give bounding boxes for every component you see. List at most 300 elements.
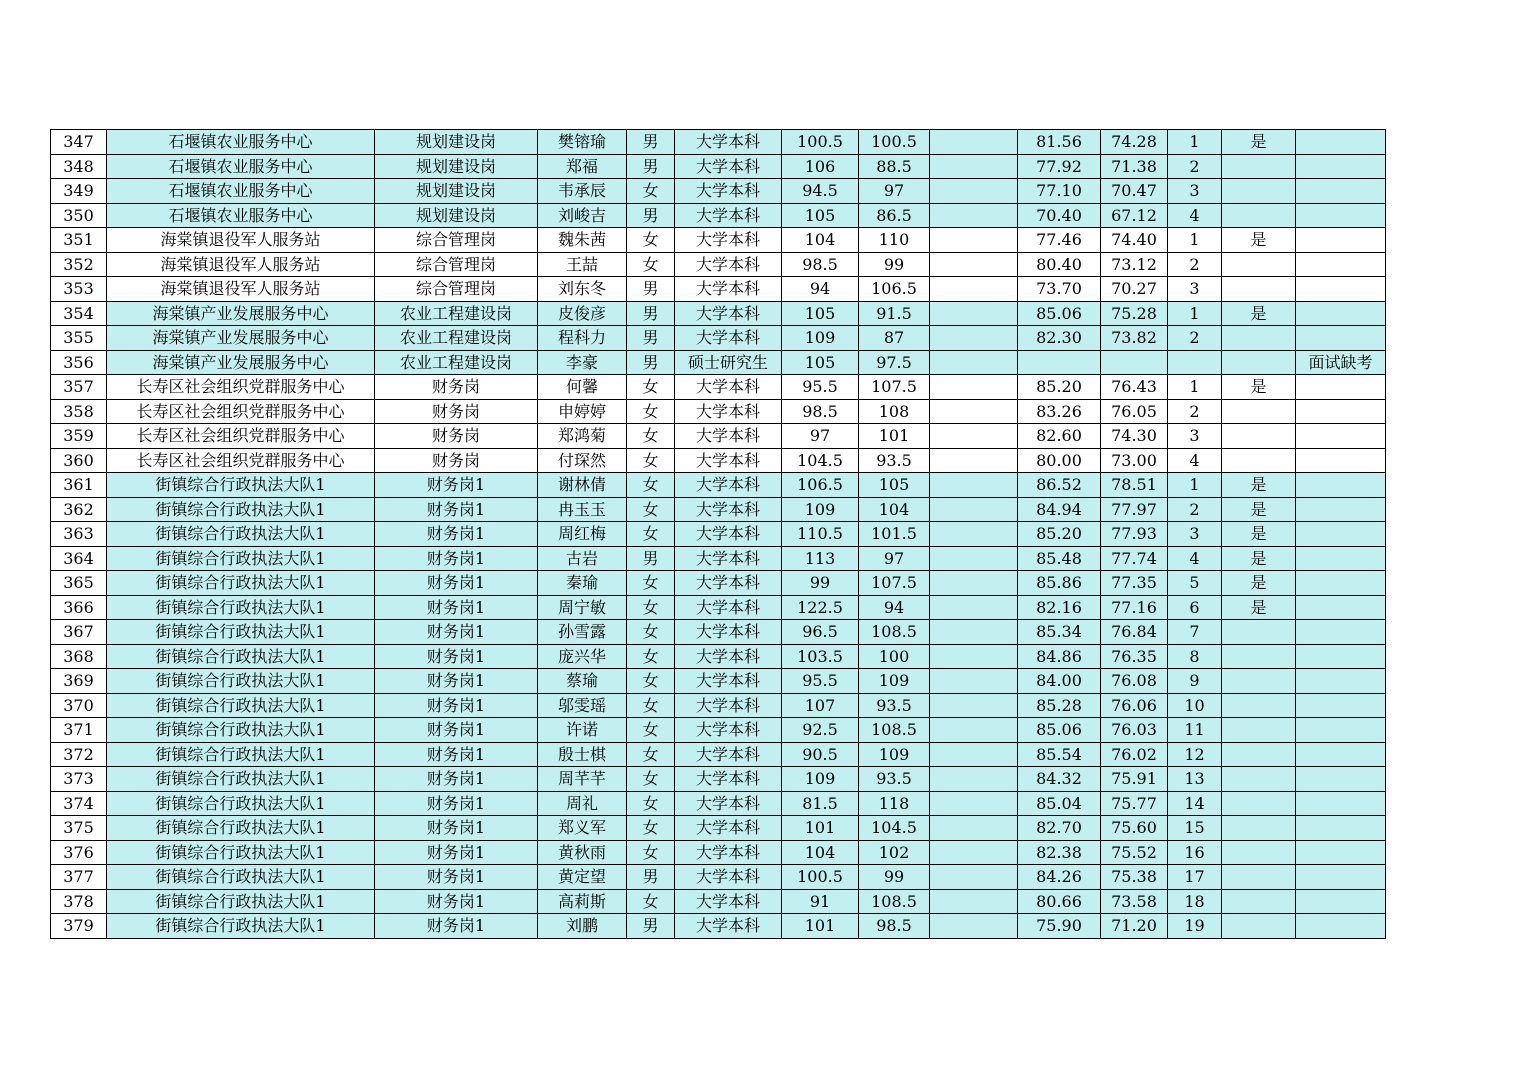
gender-cell: 男 (627, 914, 675, 939)
rank-cell: 19 (1168, 914, 1222, 939)
row-number-cell: 354 (51, 301, 107, 326)
extra-score-cell (930, 865, 1018, 890)
pass-cell (1222, 816, 1296, 841)
row-number-cell: 365 (51, 571, 107, 596)
education-cell: 大学本科 (675, 179, 782, 204)
pass-cell (1222, 693, 1296, 718)
gender-cell: 女 (627, 473, 675, 498)
note-cell (1296, 914, 1386, 939)
gender-cell: 男 (627, 301, 675, 326)
interview-score-cell: 77.46 (1018, 228, 1101, 253)
post-cell: 农业工程建设岗 (375, 350, 538, 375)
gender-cell: 女 (627, 889, 675, 914)
interview-score-cell: 85.04 (1018, 791, 1101, 816)
unit-cell: 街镇综合行政执法大队1 (107, 669, 375, 694)
unit-cell: 海棠镇退役军人服务站 (107, 252, 375, 277)
pass-cell (1222, 865, 1296, 890)
name-cell: 周礼 (538, 791, 627, 816)
education-cell: 大学本科 (675, 644, 782, 669)
name-cell: 黄定望 (538, 865, 627, 890)
rank-cell: 2 (1168, 326, 1222, 351)
written-score-2-cell: 99 (859, 865, 930, 890)
note-cell (1296, 179, 1386, 204)
extra-score-cell (930, 350, 1018, 375)
post-cell: 财务岗1 (375, 693, 538, 718)
written-score-2-cell: 106.5 (859, 277, 930, 302)
written-score-1-cell: 107 (782, 693, 859, 718)
post-cell: 农业工程建设岗 (375, 326, 538, 351)
row-number-cell: 356 (51, 350, 107, 375)
unit-cell: 街镇综合行政执法大队1 (107, 473, 375, 498)
row-number-cell: 376 (51, 840, 107, 865)
post-cell: 财务岗1 (375, 644, 538, 669)
row-number-cell: 355 (51, 326, 107, 351)
rank-cell: 3 (1168, 522, 1222, 547)
education-cell: 大学本科 (675, 791, 782, 816)
written-score-1-cell: 109 (782, 497, 859, 522)
extra-score-cell (930, 791, 1018, 816)
row-number-cell: 369 (51, 669, 107, 694)
interview-score-cell: 81.56 (1018, 130, 1101, 155)
education-cell: 大学本科 (675, 669, 782, 694)
written-score-2-cell: 93.5 (859, 693, 930, 718)
post-cell: 规划建设岗 (375, 179, 538, 204)
rank-cell: 5 (1168, 571, 1222, 596)
row-number-cell: 352 (51, 252, 107, 277)
pass-cell (1222, 154, 1296, 179)
interview-score-cell: 83.26 (1018, 399, 1101, 424)
total-score-cell: 76.03 (1101, 718, 1168, 743)
extra-score-cell (930, 595, 1018, 620)
unit-cell: 街镇综合行政执法大队1 (107, 889, 375, 914)
post-cell: 综合管理岗 (375, 277, 538, 302)
name-cell: 郑义军 (538, 816, 627, 841)
interview-score-cell: 82.70 (1018, 816, 1101, 841)
pass-cell: 是 (1222, 375, 1296, 400)
education-cell: 大学本科 (675, 424, 782, 449)
pass-cell: 是 (1222, 473, 1296, 498)
interview-score-cell: 77.10 (1018, 179, 1101, 204)
interview-score-cell: 85.20 (1018, 522, 1101, 547)
unit-cell: 街镇综合行政执法大队1 (107, 791, 375, 816)
gender-cell: 女 (627, 718, 675, 743)
note-cell (1296, 840, 1386, 865)
written-score-1-cell: 113 (782, 546, 859, 571)
gender-cell: 女 (627, 375, 675, 400)
gender-cell: 女 (627, 816, 675, 841)
rank-cell: 4 (1168, 203, 1222, 228)
rank-cell: 13 (1168, 767, 1222, 792)
post-cell: 财务岗 (375, 375, 538, 400)
written-score-2-cell: 100.5 (859, 130, 930, 155)
post-cell: 财务岗1 (375, 742, 538, 767)
interview-score-cell: 80.00 (1018, 448, 1101, 473)
extra-score-cell (930, 228, 1018, 253)
name-cell: 李豪 (538, 350, 627, 375)
education-cell: 硕士研究生 (675, 350, 782, 375)
interview-score-cell: 84.00 (1018, 669, 1101, 694)
total-score-cell: 74.40 (1101, 228, 1168, 253)
row-number-cell: 367 (51, 620, 107, 645)
education-cell: 大学本科 (675, 448, 782, 473)
interview-score-cell: 85.48 (1018, 546, 1101, 571)
note-cell (1296, 644, 1386, 669)
name-cell: 刘鹏 (538, 914, 627, 939)
note-cell (1296, 448, 1386, 473)
name-cell: 刘东冬 (538, 277, 627, 302)
pass-cell: 是 (1222, 522, 1296, 547)
written-score-1-cell: 122.5 (782, 595, 859, 620)
gender-cell: 男 (627, 546, 675, 571)
written-score-2-cell: 104.5 (859, 816, 930, 841)
table-row (51, 326, 1386, 351)
extra-score-cell (930, 693, 1018, 718)
written-score-2-cell: 86.5 (859, 203, 930, 228)
note-cell (1296, 497, 1386, 522)
education-cell: 大学本科 (675, 595, 782, 620)
table-row (51, 718, 1386, 743)
total-score-cell: 71.20 (1101, 914, 1168, 939)
note-cell (1296, 816, 1386, 841)
written-score-1-cell: 104 (782, 840, 859, 865)
gender-cell: 女 (627, 840, 675, 865)
rank-cell: 15 (1168, 816, 1222, 841)
note-cell (1296, 473, 1386, 498)
extra-score-cell (930, 889, 1018, 914)
total-score-cell: 73.82 (1101, 326, 1168, 351)
unit-cell: 海棠镇产业发展服务中心 (107, 350, 375, 375)
name-cell: 秦瑜 (538, 571, 627, 596)
interview-score-cell: 75.90 (1018, 914, 1101, 939)
table-row (51, 669, 1386, 694)
rank-cell: 4 (1168, 448, 1222, 473)
row-number-cell: 348 (51, 154, 107, 179)
written-score-1-cell: 100.5 (782, 130, 859, 155)
written-score-1-cell: 105 (782, 203, 859, 228)
interview-score-cell: 85.28 (1018, 693, 1101, 718)
education-cell: 大学本科 (675, 865, 782, 890)
note-cell (1296, 889, 1386, 914)
unit-cell: 街镇综合行政执法大队1 (107, 914, 375, 939)
note-cell: 面试缺考 (1296, 350, 1386, 375)
interview-score-cell: 85.34 (1018, 620, 1101, 645)
written-score-2-cell: 98.5 (859, 914, 930, 939)
row-number-cell: 368 (51, 644, 107, 669)
written-score-1-cell: 110.5 (782, 522, 859, 547)
name-cell: 程科力 (538, 326, 627, 351)
note-cell (1296, 791, 1386, 816)
total-score-cell (1101, 350, 1168, 375)
written-score-2-cell: 109 (859, 669, 930, 694)
unit-cell: 石堰镇农业服务中心 (107, 203, 375, 228)
gender-cell: 女 (627, 399, 675, 424)
written-score-1-cell: 97 (782, 424, 859, 449)
rank-cell: 11 (1168, 718, 1222, 743)
written-score-1-cell: 98.5 (782, 399, 859, 424)
name-cell: 蔡瑜 (538, 669, 627, 694)
unit-cell: 海棠镇退役军人服务站 (107, 277, 375, 302)
results-table (50, 129, 1386, 939)
pass-cell (1222, 767, 1296, 792)
total-score-cell: 76.08 (1101, 669, 1168, 694)
unit-cell: 街镇综合行政执法大队1 (107, 546, 375, 571)
name-cell: 付琛然 (538, 448, 627, 473)
unit-cell: 街镇综合行政执法大队1 (107, 865, 375, 890)
unit-cell: 街镇综合行政执法大队1 (107, 718, 375, 743)
written-score-2-cell: 87 (859, 326, 930, 351)
note-cell (1296, 154, 1386, 179)
total-score-cell: 76.02 (1101, 742, 1168, 767)
table-row (51, 767, 1386, 792)
total-score-cell: 74.30 (1101, 424, 1168, 449)
total-score-cell: 78.51 (1101, 473, 1168, 498)
name-cell: 高莉斯 (538, 889, 627, 914)
unit-cell: 海棠镇产业发展服务中心 (107, 301, 375, 326)
table-row (51, 228, 1386, 253)
interview-score-cell: 73.70 (1018, 277, 1101, 302)
gender-cell: 女 (627, 669, 675, 694)
gender-cell: 女 (627, 571, 675, 596)
pass-cell (1222, 277, 1296, 302)
gender-cell: 男 (627, 154, 675, 179)
gender-cell: 女 (627, 767, 675, 792)
post-cell: 财务岗1 (375, 620, 538, 645)
post-cell: 规划建设岗 (375, 154, 538, 179)
education-cell: 大学本科 (675, 497, 782, 522)
written-score-1-cell: 101 (782, 816, 859, 841)
written-score-2-cell: 97 (859, 179, 930, 204)
interview-score-cell: 82.16 (1018, 595, 1101, 620)
written-score-2-cell: 93.5 (859, 448, 930, 473)
written-score-2-cell: 99 (859, 252, 930, 277)
post-cell: 财务岗1 (375, 546, 538, 571)
rank-cell: 4 (1168, 546, 1222, 571)
name-cell: 周芊芊 (538, 767, 627, 792)
pass-cell (1222, 620, 1296, 645)
total-score-cell: 70.47 (1101, 179, 1168, 204)
table-row (51, 179, 1386, 204)
total-score-cell: 77.74 (1101, 546, 1168, 571)
extra-score-cell (930, 571, 1018, 596)
post-cell: 财务岗1 (375, 767, 538, 792)
row-number-cell: 360 (51, 448, 107, 473)
rank-cell: 3 (1168, 179, 1222, 204)
table-row (51, 473, 1386, 498)
written-score-1-cell: 101 (782, 914, 859, 939)
written-score-1-cell: 104 (782, 228, 859, 253)
pass-cell: 是 (1222, 497, 1296, 522)
extra-score-cell (930, 914, 1018, 939)
written-score-1-cell: 81.5 (782, 791, 859, 816)
name-cell: 古岩 (538, 546, 627, 571)
unit-cell: 长寿区社会组织党群服务中心 (107, 399, 375, 424)
written-score-2-cell: 104 (859, 497, 930, 522)
extra-score-cell (930, 154, 1018, 179)
interview-score-cell: 85.86 (1018, 571, 1101, 596)
post-cell: 综合管理岗 (375, 252, 538, 277)
table-row (51, 399, 1386, 424)
rank-cell: 10 (1168, 693, 1222, 718)
written-score-1-cell: 100.5 (782, 865, 859, 890)
gender-cell: 女 (627, 620, 675, 645)
extra-score-cell (930, 277, 1018, 302)
rank-cell: 1 (1168, 130, 1222, 155)
written-score-1-cell: 94.5 (782, 179, 859, 204)
note-cell (1296, 203, 1386, 228)
extra-score-cell (930, 522, 1018, 547)
note-cell (1296, 669, 1386, 694)
total-score-cell: 75.77 (1101, 791, 1168, 816)
unit-cell: 街镇综合行政执法大队1 (107, 693, 375, 718)
interview-score-cell: 86.52 (1018, 473, 1101, 498)
education-cell: 大学本科 (675, 620, 782, 645)
interview-score-cell: 84.32 (1018, 767, 1101, 792)
total-score-cell: 77.16 (1101, 595, 1168, 620)
row-number-cell: 357 (51, 375, 107, 400)
table-row (51, 448, 1386, 473)
post-cell: 财务岗1 (375, 473, 538, 498)
rank-cell: 12 (1168, 742, 1222, 767)
extra-score-cell (930, 448, 1018, 473)
total-score-cell: 73.00 (1101, 448, 1168, 473)
gender-cell: 女 (627, 228, 675, 253)
extra-score-cell (930, 718, 1018, 743)
name-cell: 王喆 (538, 252, 627, 277)
interview-score-cell: 77.92 (1018, 154, 1101, 179)
row-number-cell: 364 (51, 546, 107, 571)
row-number-cell: 370 (51, 693, 107, 718)
interview-score-cell: 80.40 (1018, 252, 1101, 277)
note-cell (1296, 571, 1386, 596)
name-cell: 谢林倩 (538, 473, 627, 498)
written-score-2-cell: 110 (859, 228, 930, 253)
name-cell: 樊镕瑜 (538, 130, 627, 155)
unit-cell: 海棠镇退役军人服务站 (107, 228, 375, 253)
name-cell: 许诺 (538, 718, 627, 743)
extra-score-cell (930, 203, 1018, 228)
rank-cell: 7 (1168, 620, 1222, 645)
extra-score-cell (930, 497, 1018, 522)
pass-cell (1222, 448, 1296, 473)
name-cell: 韦承辰 (538, 179, 627, 204)
interview-score-cell: 84.86 (1018, 644, 1101, 669)
education-cell: 大学本科 (675, 718, 782, 743)
table-row (51, 424, 1386, 449)
pass-cell (1222, 203, 1296, 228)
extra-score-cell (930, 644, 1018, 669)
total-score-cell: 77.35 (1101, 571, 1168, 596)
name-cell: 周红梅 (538, 522, 627, 547)
pass-cell (1222, 424, 1296, 449)
rank-cell: 1 (1168, 301, 1222, 326)
extra-score-cell (930, 301, 1018, 326)
education-cell: 大学本科 (675, 571, 782, 596)
table-row (51, 546, 1386, 571)
post-cell: 财务岗1 (375, 571, 538, 596)
rank-cell: 2 (1168, 252, 1222, 277)
rank-cell: 1 (1168, 228, 1222, 253)
note-cell (1296, 252, 1386, 277)
table-row (51, 130, 1386, 155)
written-score-1-cell: 94 (782, 277, 859, 302)
pass-cell (1222, 840, 1296, 865)
post-cell: 财务岗 (375, 448, 538, 473)
unit-cell: 长寿区社会组织党群服务中心 (107, 424, 375, 449)
row-number-cell: 361 (51, 473, 107, 498)
row-number-cell: 358 (51, 399, 107, 424)
education-cell: 大学本科 (675, 203, 782, 228)
rank-cell: 17 (1168, 865, 1222, 890)
table-row (51, 154, 1386, 179)
total-score-cell: 76.05 (1101, 399, 1168, 424)
written-score-2-cell: 102 (859, 840, 930, 865)
table-row (51, 644, 1386, 669)
note-cell (1296, 522, 1386, 547)
gender-cell: 女 (627, 595, 675, 620)
pass-cell: 是 (1222, 546, 1296, 571)
name-cell: 郑福 (538, 154, 627, 179)
pass-cell: 是 (1222, 571, 1296, 596)
row-number-cell: 350 (51, 203, 107, 228)
written-score-1-cell: 95.5 (782, 669, 859, 694)
education-cell: 大学本科 (675, 252, 782, 277)
table-row (51, 375, 1386, 400)
note-cell (1296, 130, 1386, 155)
post-cell: 财务岗1 (375, 889, 538, 914)
row-number-cell: 378 (51, 889, 107, 914)
table-row (51, 301, 1386, 326)
pass-cell: 是 (1222, 130, 1296, 155)
unit-cell: 街镇综合行政执法大队1 (107, 620, 375, 645)
written-score-1-cell: 109 (782, 326, 859, 351)
written-score-2-cell: 107.5 (859, 571, 930, 596)
total-score-cell: 75.28 (1101, 301, 1168, 326)
written-score-1-cell: 103.5 (782, 644, 859, 669)
total-score-cell: 67.12 (1101, 203, 1168, 228)
total-score-cell: 75.38 (1101, 865, 1168, 890)
written-score-2-cell: 108.5 (859, 718, 930, 743)
post-cell: 财务岗1 (375, 865, 538, 890)
gender-cell: 男 (627, 865, 675, 890)
interview-score-cell: 82.30 (1018, 326, 1101, 351)
unit-cell: 石堰镇农业服务中心 (107, 154, 375, 179)
note-cell (1296, 375, 1386, 400)
education-cell: 大学本科 (675, 301, 782, 326)
interview-score-cell: 84.94 (1018, 497, 1101, 522)
gender-cell: 女 (627, 497, 675, 522)
education-cell: 大学本科 (675, 914, 782, 939)
extra-score-cell (930, 424, 1018, 449)
pass-cell (1222, 889, 1296, 914)
written-score-1-cell: 90.5 (782, 742, 859, 767)
unit-cell: 街镇综合行政执法大队1 (107, 595, 375, 620)
name-cell: 何馨 (538, 375, 627, 400)
table-row (51, 277, 1386, 302)
row-number-cell: 379 (51, 914, 107, 939)
note-cell (1296, 277, 1386, 302)
table-row (51, 203, 1386, 228)
pass-cell (1222, 742, 1296, 767)
written-score-2-cell: 101.5 (859, 522, 930, 547)
total-score-cell: 71.38 (1101, 154, 1168, 179)
gender-cell: 男 (627, 277, 675, 302)
rank-cell: 2 (1168, 154, 1222, 179)
rank-cell: 1 (1168, 375, 1222, 400)
table-row (51, 889, 1386, 914)
row-number-cell: 373 (51, 767, 107, 792)
pass-cell (1222, 791, 1296, 816)
written-score-2-cell: 109 (859, 742, 930, 767)
